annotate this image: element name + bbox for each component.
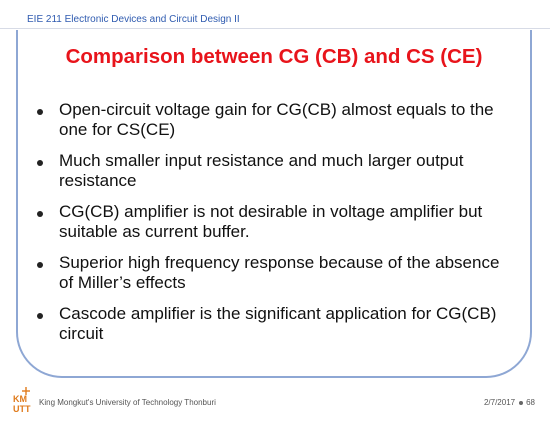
bullet-item: [37, 151, 517, 191]
svg-text:UTT: UTT: [13, 404, 31, 414]
page-separator-icon: [519, 401, 523, 405]
bullet-list: [37, 100, 517, 355]
bullet-text: Cascode amplifier is the significant application for CG(CB) circuit: [59, 304, 497, 343]
bullet-item: [37, 253, 517, 293]
bullet-dot-icon: [37, 160, 43, 166]
header-divider: [0, 28, 550, 29]
bullet-item: [37, 100, 517, 140]
footer-date: 2/7/2017: [483, 398, 516, 407]
kmutt-logo-icon: [12, 386, 34, 414]
bullet-dot-icon: [37, 262, 43, 268]
footer-date-page: [484, 398, 535, 407]
course-header: EIE 211 Electronic Devices and Circuit Design II: [27, 14, 240, 25]
bullet-text: CG(CB) amplifier is not desirable in voltage amplifier but suitable as current buffer.: [59, 202, 483, 241]
bullet-dot-icon: [37, 109, 43, 115]
slide-title: Comparison between CG (CB) and CS (CE): [65, 45, 483, 68]
footer-university: King Mongkut's University of Technology Thonburi: [39, 398, 216, 407]
bullet-text: Open-circuit voltage gain for CG(CB) almost equals to the one for CS(CE): [59, 100, 494, 139]
bullet-dot-icon: [37, 211, 43, 217]
page-number: 68: [526, 398, 535, 407]
bullet-text: Much smaller input resistance and much larger output resistance: [59, 151, 464, 190]
bullet-text: Superior high frequency response because of the absence of Miller’s effects: [59, 253, 500, 292]
bullet-item: [37, 304, 517, 344]
bullet-item: [37, 202, 517, 242]
svg-text:KM: KM: [13, 394, 27, 404]
bullet-dot-icon: [37, 313, 43, 319]
